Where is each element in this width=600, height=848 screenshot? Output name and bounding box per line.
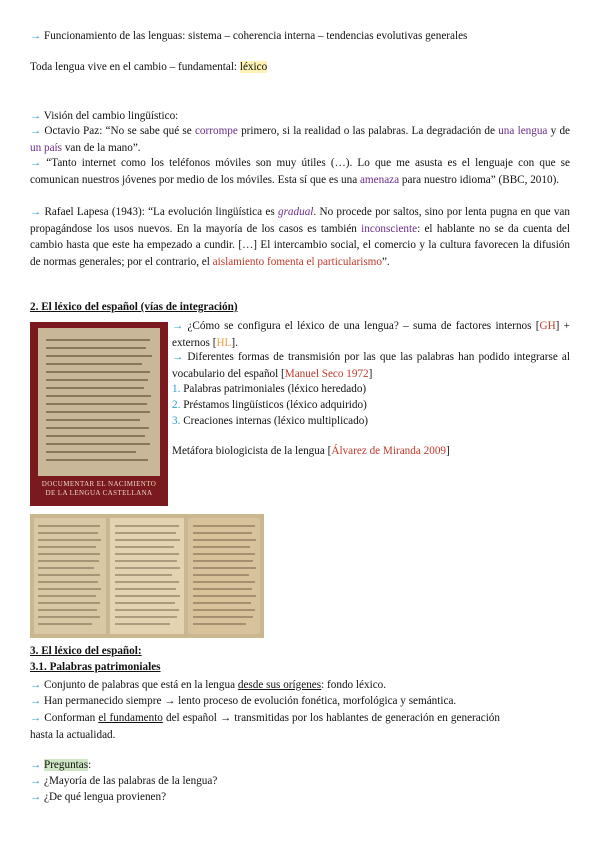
pais-word: un país: [30, 141, 63, 154]
hl-ref: HL: [216, 336, 232, 349]
l2-text: Han permanecido siempre → lento proceso de evolución fonética, morfológica y semántica.: [41, 695, 457, 707]
patrimoniales-line-2: [30, 694, 456, 709]
fundamento-underline: el fundamento: [98, 712, 163, 724]
corrompe-word: corrompe: [194, 125, 238, 137]
manuscript-pages-icon: [30, 514, 264, 638]
lexico-highlight: léxico: [239, 61, 268, 73]
manuscript-image-1: [30, 322, 168, 506]
intro-line: [30, 29, 467, 44]
question-text-3: ].: [231, 336, 238, 349]
item-number: 2.: [172, 399, 181, 411]
arrow-icon: →: [30, 125, 42, 137]
list-item: [172, 381, 570, 398]
arrow-icon: →: [30, 157, 42, 169]
preguntas-line: [30, 758, 91, 773]
preguntas-colon: :: [88, 759, 92, 771]
q1-text: ¿Mayoría de las palabras de la lengua?: [41, 775, 218, 787]
formas-text-1: Diferentes formas de transmisión por las que las palabras han podido integrarse al vocabulario del español [: [172, 351, 570, 380]
paz-quote: [30, 123, 570, 156]
seco-ref: Manuel Seco 1972: [284, 367, 369, 380]
amenaza-word: amenaza: [359, 173, 400, 186]
lapesa-text-4: ”.: [381, 255, 390, 268]
lexico-question: [172, 318, 570, 351]
caption-line-1: DOCUMENTAR EL NACIMIENTO: [41, 480, 157, 488]
manuscript-lines-icon: [38, 328, 160, 476]
arrow-icon: →: [30, 775, 42, 787]
formas-text-2: ]: [368, 367, 373, 380]
item-number: 3.: [172, 415, 181, 427]
arrow-icon: →: [30, 206, 42, 218]
internet-quote: [30, 155, 570, 188]
section-2-heading: 2. El léxico del español (vías de integración): [30, 301, 238, 313]
question-2: [30, 790, 166, 805]
image-caption: [30, 480, 168, 498]
patrimoniales-line-1: [30, 678, 386, 693]
paz-text-2: primero, si la realidad o las palabras. La degradación de: [237, 125, 499, 137]
caption-line-2: DE LA LENGUA CASTELLANA: [45, 489, 153, 497]
arrow-icon: →: [30, 791, 42, 803]
lapesa-text-1: Rafael Lapesa (1943): “La evolución lingüística es: [41, 206, 278, 218]
lapesa-text-3: : el hablante no se da cuenta del cambio hasta que este ha empezado a cundir. […] El intercambio social, el comercio y la cultura favorecen la difusión de normas generales; por el contrario, el: [30, 222, 570, 268]
arrow-icon: →: [30, 759, 42, 771]
lexico-line-text: Toda lengua vive en el cambio – fundamental:: [30, 61, 240, 73]
question-1: [30, 774, 217, 789]
internet-text-1: “Tanto internet como los teléfonos móviles son muy útiles (…). Lo que me asusta es el lenguaje con que se comunican nuestros jóvenes por medio de los móviles. Esta sí que es una: [30, 157, 570, 186]
arrow-icon: →: [30, 30, 42, 42]
question-text-1: ¿Cómo se configura el léxico de una lengua? – suma de factores internos [: [183, 320, 540, 332]
list-item: [172, 397, 570, 414]
metafora-text-2: ]: [446, 445, 450, 457]
item-text: Creaciones internas (léxico multiplicado): [180, 415, 369, 427]
origenes-underline: desde sus orígenes: [237, 679, 322, 691]
item-text: Préstamos lingüísticos (léxico adquirido): [180, 399, 367, 411]
lexico-line: [30, 60, 267, 75]
gh-ref: GH: [539, 320, 556, 332]
section-3-heading: 3. El léxico del español:: [30, 645, 142, 657]
miranda-ref: Álvarez de Miranda 2009: [331, 445, 447, 457]
paz-text-1: Octavio Paz: “No se sabe qué se: [41, 125, 195, 137]
formas-line: [172, 349, 570, 382]
vision-line: [30, 109, 178, 124]
arrow-icon: →: [172, 320, 184, 332]
metafora-line: [172, 443, 570, 460]
gradual-word: gradual: [277, 206, 314, 218]
inconsciente-word: inconsciente: [361, 222, 418, 235]
arrow-icon: →: [30, 712, 42, 724]
arrow-icon: →: [30, 679, 42, 691]
aislamiento-phrase: aislamiento fomenta el particularismo: [212, 255, 382, 268]
lapesa-quote: [30, 204, 570, 270]
paz-text-4: van de la mano”.: [62, 141, 141, 154]
arrow-icon: →: [172, 351, 184, 363]
vision-text: Visión del cambio lingüístico:: [41, 110, 179, 122]
item-text: Palabras patrimoniales (léxico heredado): [180, 383, 367, 395]
preguntas-highlight: Preguntas: [43, 759, 89, 771]
question-text-2: ] + externos [: [172, 320, 570, 349]
arrow-icon: →: [30, 695, 42, 707]
l3-text-2: del español → transmitidas por los hablantes de generación en generación hasta la actualidad.: [30, 712, 500, 741]
l3-text-1: Conforman: [41, 712, 99, 724]
l1-text-2: : fondo léxico.: [321, 679, 387, 691]
lapesa-text-2: . No procede por saltos, sino por lenta pugna en que van propagándose los usos nuevos. En la mayoría de los casos es también: [30, 206, 570, 235]
q2-text: ¿De qué lengua provienen?: [41, 791, 167, 803]
parchment-area: [38, 328, 160, 476]
manuscript-image-2: [30, 514, 264, 638]
internet-text-2: para nuestro idioma” (BBC, 2010).: [399, 173, 560, 186]
lengua-word: una lengua: [498, 125, 548, 137]
intro-text: Funcionamiento de las lenguas: sistema – coherencia interna – tendencias evolutivas generales: [41, 30, 468, 42]
item-number: 1.: [172, 383, 181, 395]
l1-text-1: Conjunto de palabras que está en la lengua: [41, 679, 238, 691]
patrimoniales-line-3: [30, 710, 500, 743]
arrow-icon: →: [30, 110, 42, 122]
section-3-1-heading: 3.1. Palabras patrimoniales: [30, 661, 161, 673]
paz-text-3: y de: [547, 125, 571, 137]
list-item: [172, 413, 570, 430]
metafora-text-1: Metáfora biologicista de la lengua [: [172, 445, 332, 457]
